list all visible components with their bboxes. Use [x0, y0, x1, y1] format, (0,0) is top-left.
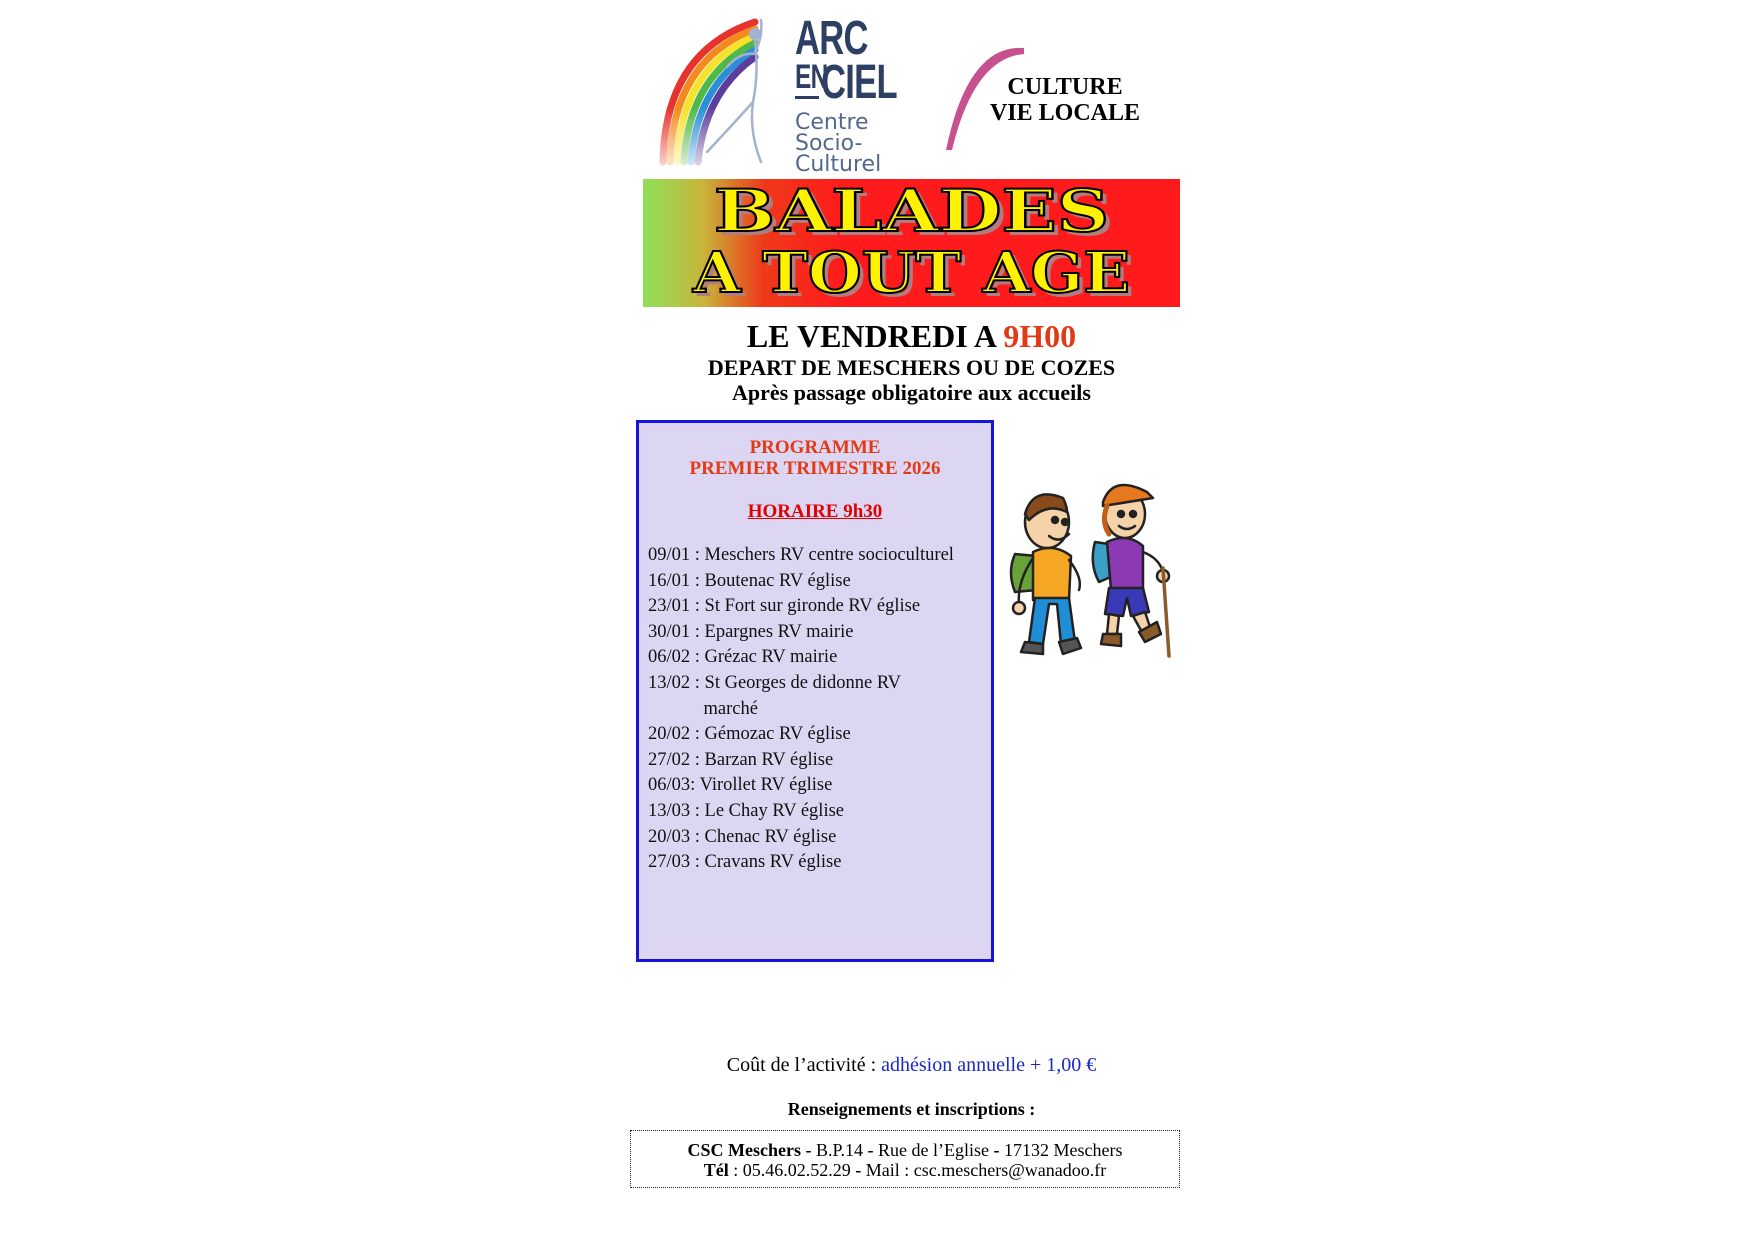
hikers-illustration [1003, 472, 1183, 672]
arc-en-ciel-logo [655, 12, 905, 177]
list-item: 27/02 : Barzan RV église [648, 749, 834, 770]
culture-line-1: CULTURE [1007, 74, 1123, 100]
list-item: 13/03 : Le Chay RV église [648, 800, 845, 821]
address-line [631, 1140, 1179, 1160]
hikers-icon [1003, 472, 1183, 672]
org-name: CSC Meschers [687, 1140, 801, 1160]
banner-line-2: A TOUT AGE [692, 240, 1131, 306]
separator: - [800, 1140, 816, 1160]
po-box: B.P.14 [815, 1140, 864, 1160]
phone-mail-line [631, 1160, 1179, 1180]
day-label: LE VENDREDI A [746, 318, 996, 354]
requirement-line: Après passage obligatoire aux accueils [732, 380, 1091, 405]
logo-underline [795, 96, 819, 99]
email[interactable]: Mail : csc.meschers@wanadoo.fr [865, 1160, 1107, 1180]
start-time: 9H00 [1003, 318, 1077, 354]
cost-line [643, 1054, 1180, 1077]
list-item: 16/01 : Boutenac RV église [648, 570, 851, 591]
renseignements-heading: Renseignements et inscriptions : [787, 1099, 1036, 1119]
banner-line-1: BALADES [713, 179, 1110, 245]
separator: - [850, 1160, 866, 1180]
logo-sub-2: Socio- [795, 131, 863, 156]
title-banner [643, 179, 1180, 307]
culture-badge [938, 44, 1158, 154]
list-item: 20/03 : Chenac RV église [648, 826, 837, 847]
programme-title [639, 437, 991, 479]
logo-arc: ARC [795, 12, 868, 65]
cost-label: Coût de l’activité : [726, 1054, 882, 1076]
list-item: 06/02 : Grézac RV mairie [648, 647, 838, 668]
schedule-list [648, 543, 954, 876]
culture-line-2: VIE LOCALE [989, 100, 1141, 126]
list-item: 06/03: Virollet RV église [648, 775, 833, 796]
programme-title-line-1: PROGRAMME [749, 437, 881, 458]
departure-line: DEPART DE MESCHERS OU DE COZES [707, 355, 1116, 380]
street: Rue de l’Eglise [878, 1140, 989, 1160]
contact-box [630, 1130, 1180, 1188]
list-item: 20/02 : Gémozac RV église [648, 724, 851, 745]
cost-value: adhésion annuelle + 1,00 € [881, 1054, 1097, 1076]
separator: - [863, 1140, 879, 1160]
list-item: 27/03 : Cravans RV église [648, 852, 842, 873]
list-item: 09/01 : Meschers RV centre socioculturel [648, 545, 954, 565]
list-item: marché [648, 698, 758, 719]
logo-ciel: CIEL [821, 56, 897, 109]
phone-number: : 05.46.02.52.29 [728, 1160, 851, 1180]
logo-sub-3: Culturel [795, 152, 882, 177]
list-item: 23/01 : St Fort sur gironde RV église [648, 596, 921, 617]
separator: - [989, 1140, 1004, 1160]
list-item: 30/01 : Epargnes RV mairie [648, 621, 854, 642]
phone-label: Tél [703, 1160, 729, 1180]
list-item: 13/02 : St Georges de didonne RV [648, 672, 902, 693]
day-line [643, 317, 1180, 355]
logo-sub-1: Centre [795, 110, 869, 135]
programme-horaire: HORAIRE 9h30 [747, 501, 883, 522]
programme-box [636, 420, 994, 962]
schedule-info [643, 317, 1180, 405]
city: 17132 Meschers [1004, 1140, 1123, 1160]
logo-en: EN [795, 58, 828, 96]
programme-title-line-2: PREMIER TRIMESTRE 2026 [689, 458, 941, 479]
